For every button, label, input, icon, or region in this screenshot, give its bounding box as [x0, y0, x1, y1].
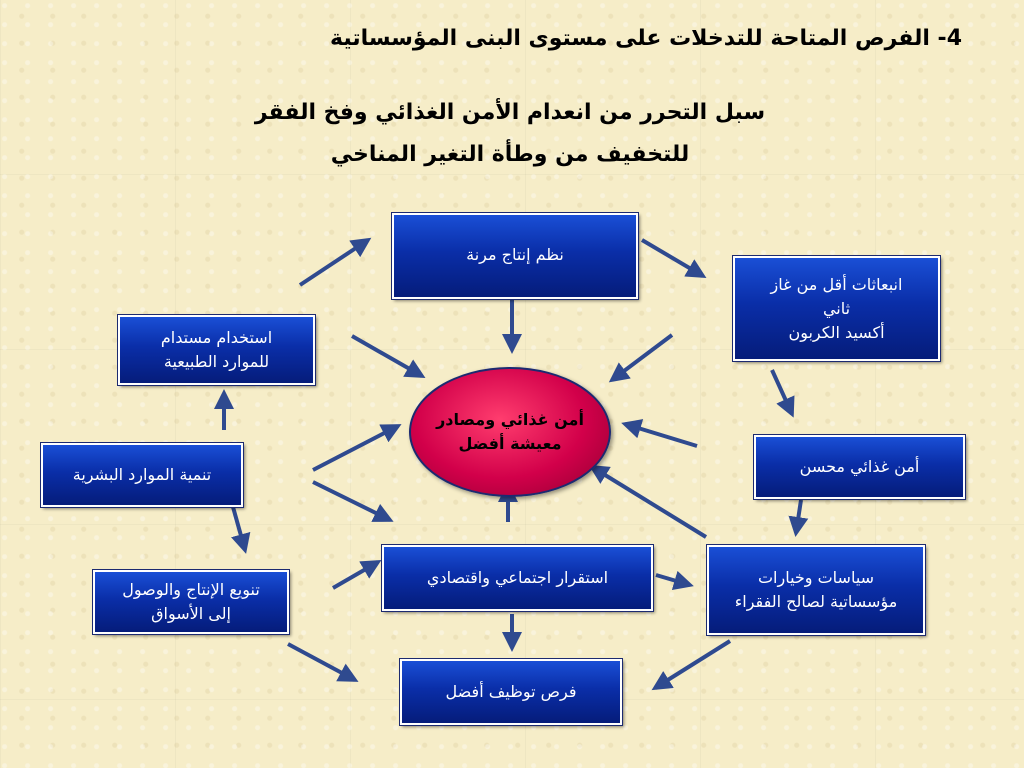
node-employment [400, 659, 622, 725]
arrow-diversification-to-employment [288, 644, 355, 680]
center-node-food-security-livelihoods [409, 367, 611, 497]
node-label: انبعاثات أقل من غاز [770, 274, 903, 294]
node-stability [382, 545, 653, 611]
arrow-sustainable-to-center [352, 336, 422, 376]
node-label: مؤسساتية لصالح الفقراء [734, 592, 898, 611]
node-low-emissions [733, 256, 940, 361]
arrow-sustainable-to-production [300, 240, 368, 285]
arrow-emissions-to-center [612, 335, 672, 380]
arrow-production-to-emissions [642, 240, 703, 276]
arrow-policies-to-center [592, 467, 706, 537]
node-label: تنمية الموارد البشرية [72, 465, 212, 484]
arrow-policies-to-employment [655, 641, 730, 688]
arrow-human-to-diversification [233, 507, 245, 550]
node-label: سياسات وخيارات [757, 568, 875, 587]
arrow-stability-to-policies [656, 575, 690, 585]
node-resilient-production [392, 213, 638, 299]
subtitle-line-1: سبل التحرر من انعدام الأمن الغذائي وفخ الفقر [254, 100, 766, 125]
center-label: معيشة أفضل [458, 434, 562, 453]
node-diversification [93, 570, 289, 634]
node-label: أمن غذائي محسن [799, 457, 920, 476]
arrow-foodsecurity-to-policies [796, 500, 801, 533]
node-label: تنويع الإنتاج والوصول [122, 580, 260, 599]
arrow-emissions-to-foodsecurity [772, 370, 792, 414]
arrow-human-to-stability [313, 482, 390, 520]
node-human-development [41, 443, 243, 507]
node-label: أكسيد الكربون [788, 322, 885, 342]
center-label: أمن غذائي ومصادر [436, 410, 584, 429]
node-improved-food-security [754, 435, 965, 499]
node-label: إلى الأسواق [151, 604, 231, 623]
subtitle-line-2: للتخفيف من وطأة التغير المناخي [330, 142, 690, 167]
node-label: للموارد الطبيعية [163, 352, 270, 371]
node-label: فرص توظيف أفضل [445, 682, 577, 701]
arrow-diversification-to-stability [333, 562, 378, 588]
node-label: ثاني [822, 298, 851, 318]
slide-title: 4- الفرص المتاحة للتدخلات على مستوى البنى المؤسساتية [330, 26, 962, 51]
node-policies [707, 545, 925, 635]
node-label: نظم إنتاج مرنة [466, 245, 564, 264]
node-label: استخدام مستدام [160, 328, 273, 347]
arrow-human-to-center [313, 426, 398, 470]
node-label: استقرار اجتماعي واقتصادي [426, 568, 609, 587]
node-sustainable-use [118, 315, 315, 385]
arrow-foodsecurity-to-center [625, 424, 697, 446]
